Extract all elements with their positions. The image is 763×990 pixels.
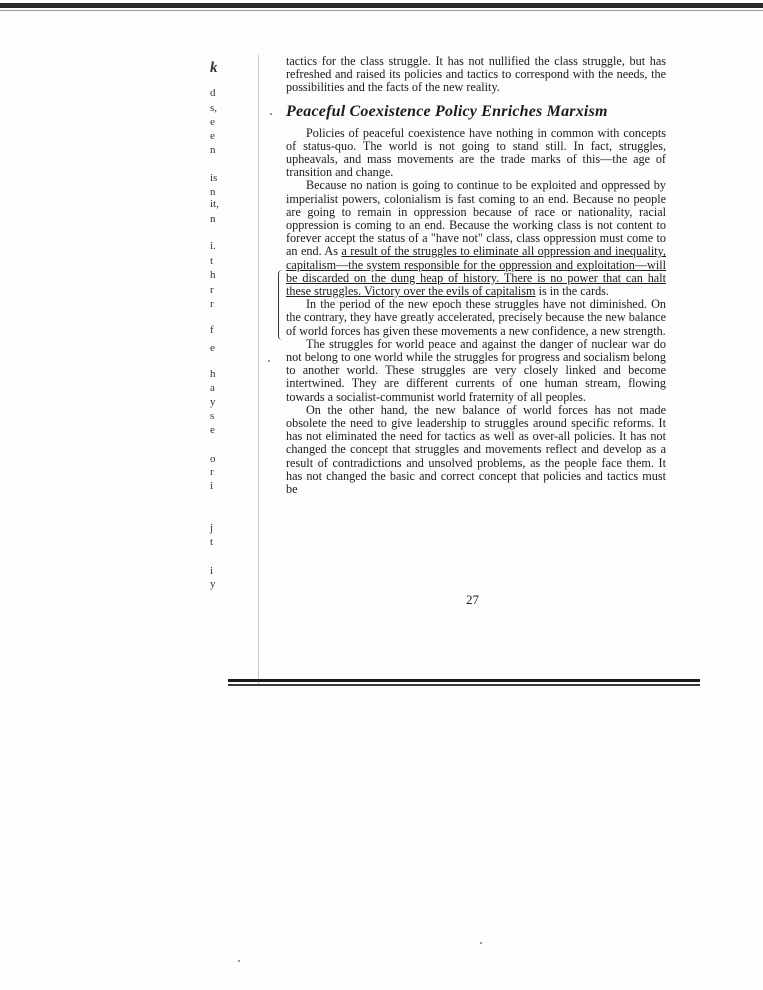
margin-fragment: is (210, 172, 218, 184)
margin-fragment: i. (210, 240, 216, 252)
margin-fragment: k (210, 60, 218, 76)
scan-speck (480, 942, 482, 944)
bottom-border-shadow (228, 684, 700, 686)
margin-fragment: n (210, 186, 216, 198)
margin-fragment: s, (210, 102, 218, 114)
margin-fragment: r (210, 284, 214, 296)
paragraph: Policies of peaceful coexistence have nothing in common with concepts of status-quo. The world is not going to stand still. In fact, struggles, upheavals, and mass movements are the trade marks of this—the age of transition and change. (286, 125, 666, 180)
section-heading: Peaceful Coexistence Policy Enriches Marxism (286, 102, 608, 120)
margin-fragment: o (210, 453, 216, 465)
margin-fragment: n (210, 213, 216, 225)
margin-fragment: s (210, 410, 215, 422)
scan-speck (238, 960, 240, 962)
page-body (286, 55, 666, 496)
margin-fragment: e (210, 116, 215, 128)
margin-fragment: y (210, 396, 216, 408)
paragraph-text: is in the cards. (535, 284, 609, 299)
paragraph-underlined (286, 179, 666, 298)
bottom-border (228, 679, 700, 682)
binding-gutter (258, 55, 259, 685)
margin-fragment: d (210, 87, 216, 99)
margin-fragment: y (210, 578, 216, 590)
margin-fragment: h (210, 269, 216, 281)
scan-speck (270, 113, 272, 115)
margin-fragment: f (210, 324, 214, 336)
margin-fragment: t (210, 255, 214, 267)
margin-fragment: r (210, 298, 214, 310)
paragraph-text: Because no nation is going to continue to be exploited and oppressed by imperialist powers, colonialism is fast coming to an end. Because no people are going to remain in oppression because of race or nationality, racial oppression is coming to an end. Because the working class is not content to forever accept the status of a "have not" class, class oppression must come to an end. As (286, 178, 666, 259)
top-border (0, 3, 763, 8)
margin-fragment: i (210, 565, 214, 577)
scan-speck (268, 360, 270, 362)
margin-fragment: e (210, 342, 215, 354)
paragraph: On the other hand, the new balance of world forces has not made obsolete the need to give leadership to struggles around specific reforms. It has not eliminated the need for tactics as well as over-all policies. It has not changed the concept that struggles and movements reflect and develop as a result of contradictions and unsolved problems, as the people face them. It has not changed the basic and correct concept that policies and tactics must be (286, 402, 666, 497)
margin-fragment: t (210, 536, 214, 548)
margin-fragment: r (210, 466, 214, 478)
page-number: 27 (466, 592, 479, 607)
intro-paragraph: tactics for the class struggle. It has not nullified the class struggle, but has refreshed and raised its policies and tactics to correspond with the needs, the possibilities and the facts of the new reality. (286, 54, 666, 95)
margin-fragment: h (210, 368, 216, 380)
margin-fragment: i (210, 480, 214, 492)
margin-fragment: a (210, 382, 215, 394)
margin-fragment: it, (210, 198, 219, 210)
margin-fragment: n (210, 144, 216, 156)
top-border-shadow (0, 10, 763, 11)
paragraph: The struggles for world peace and against the danger of nuclear war do not belong to one world while the struggles for progress and socialism belong to another world. These struggles are very closely linked and become intertwined. They are different currents of one human stream, flowing towards a socialist-communist world fraternity of all peoples. (286, 336, 666, 404)
margin-fragment: e (210, 130, 215, 142)
paragraph: In the period of the new epoch these struggles have not diminished. On the contrary, they have greatly accelerated, precisely because the new balance of world forces has given these movements a new confidence, a new strength. (286, 297, 666, 338)
underlined-passage: a result of the struggles to eliminate all oppression and inequality, capitalism—the system responsible for the oppression and exploitation—will be discarded on the dung heap of history. There is no power that can halt these struggles. Victory over the evils of capitalism (286, 244, 666, 299)
margin-fragment: e (210, 424, 215, 436)
margin-fragment: j (210, 522, 214, 534)
